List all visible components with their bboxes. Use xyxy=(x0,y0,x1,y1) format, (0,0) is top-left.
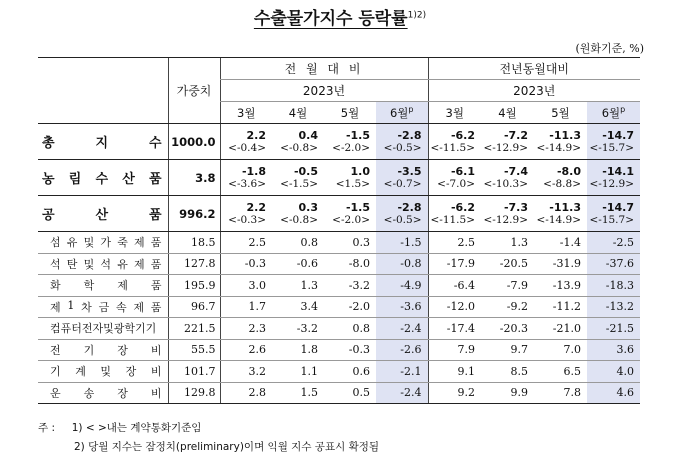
label-char: 석 xyxy=(100,257,112,271)
label-char: 품 xyxy=(150,236,162,250)
yoy-cell: -17.4 xyxy=(428,318,481,340)
contract-value: <-3.6> xyxy=(228,177,266,190)
mom-cell: 0.6 xyxy=(324,361,376,383)
yoy-cell: -12.0 xyxy=(428,296,481,318)
value: -1.5 xyxy=(345,200,370,214)
mom-cell xyxy=(272,124,324,160)
yoy-cell xyxy=(534,124,587,160)
yoy-cell xyxy=(481,124,534,160)
mom-cell xyxy=(324,124,376,160)
contract-value: <-8.8> xyxy=(543,177,581,190)
row-label-text xyxy=(50,385,162,401)
yoy-cell: 9.2 xyxy=(428,382,481,404)
unit-label: (원화기준, %) xyxy=(575,42,644,55)
prelim-mark: p xyxy=(620,104,626,114)
label-char: 화 xyxy=(50,279,61,293)
value: -11.3 xyxy=(549,128,581,142)
main-row xyxy=(38,160,640,196)
label-char: 전 xyxy=(50,343,61,357)
weight-cell: 127.8 xyxy=(168,253,220,275)
contract-value: <-2.0> xyxy=(332,141,370,154)
yoy-cell: 2.5 xyxy=(428,232,481,254)
main-row xyxy=(38,196,640,232)
value: -6.1 xyxy=(450,164,475,178)
corner-cell xyxy=(38,58,168,124)
mom-cell: 2.5 xyxy=(220,232,272,254)
mom-month-3: 5월 xyxy=(324,102,376,124)
mom-cell: 0.5 xyxy=(324,382,376,404)
value: -1.5 xyxy=(345,128,370,142)
mom-cell: -3.2 xyxy=(272,318,324,340)
footnotes xyxy=(38,419,379,457)
mom-cell: -0.3 xyxy=(220,253,272,275)
row-label xyxy=(38,275,168,297)
row-label-text xyxy=(50,277,162,293)
label-char: 품 xyxy=(148,208,162,223)
label-char: 기 xyxy=(83,343,95,357)
row-label-text xyxy=(38,168,168,187)
label-char: 및 xyxy=(83,257,95,271)
yoy-cell: 7.0 xyxy=(534,339,587,361)
weight-cell: 96.7 xyxy=(168,296,220,318)
yoy-month-3: 5월 xyxy=(534,102,587,124)
label-char: 탄 xyxy=(66,257,78,271)
value: -2.8 xyxy=(397,200,422,214)
contract-value: <-0.5> xyxy=(383,213,422,226)
mom-month-2: 4월 xyxy=(272,102,324,124)
label-char: 산 xyxy=(95,208,109,223)
label-char: 제 xyxy=(133,300,145,314)
sub-row xyxy=(38,296,640,318)
yoy-month-1: 3월 xyxy=(428,102,481,124)
yoy-cell xyxy=(481,160,534,196)
mom-cell xyxy=(272,160,324,196)
yoy-cell: -18.3 xyxy=(587,275,640,297)
value: 0.4 xyxy=(298,128,318,142)
yoy-cell: -20.5 xyxy=(481,253,534,275)
mom-cell: 2.6 xyxy=(220,339,272,361)
yoy-cell: 8.5 xyxy=(481,361,534,383)
row-label-text xyxy=(50,342,162,358)
label-char: 죽 xyxy=(117,236,128,250)
sub-row xyxy=(38,361,640,383)
main-row xyxy=(38,124,640,160)
label-char: 가 xyxy=(100,236,112,250)
value: -7.3 xyxy=(503,200,528,214)
label-char: 학 xyxy=(83,279,95,293)
mom-year: 2023년 xyxy=(220,80,428,102)
label-char: 품 xyxy=(150,257,162,271)
yoy-cell: 9.9 xyxy=(481,382,534,404)
label-char: 차 xyxy=(81,300,92,314)
value: -11.3 xyxy=(549,200,581,214)
weight-cell: 129.8 xyxy=(168,382,220,404)
mom-cell: -1.5 xyxy=(376,232,428,254)
mom-cell xyxy=(376,196,428,232)
label-char: 유 xyxy=(66,236,78,250)
mom-cell: -0.3 xyxy=(324,339,376,361)
row-label-text xyxy=(38,132,168,151)
yoy-cell: 3.6 xyxy=(587,339,640,361)
weight-header: 가중치 xyxy=(168,58,220,124)
row-label xyxy=(38,296,168,318)
contract-value: <-2.0> xyxy=(332,213,370,226)
weight-cell: 18.5 xyxy=(168,232,220,254)
label-char: 컴퓨터전자및광학기기 xyxy=(50,322,157,336)
yoy-cell: -13.2 xyxy=(587,296,640,318)
value: -14.7 xyxy=(602,200,634,214)
mom-cell: -3.6 xyxy=(376,296,428,318)
label-char: 공 xyxy=(42,208,55,223)
contract-value: <-11.5> xyxy=(430,213,475,226)
mom-cell: 1.1 xyxy=(272,361,324,383)
value: -14.1 xyxy=(602,164,634,178)
yoy-year: 2023년 xyxy=(428,80,640,102)
contract-value: <-15.7> xyxy=(589,141,634,154)
label-char: 제 xyxy=(117,279,128,293)
yoy-cell: 7.8 xyxy=(534,382,587,404)
value: -1.8 xyxy=(241,164,266,178)
yoy-cell: -9.2 xyxy=(481,296,534,318)
yoy-cell: 4.6 xyxy=(587,382,640,404)
mom-cell xyxy=(376,124,428,160)
yoy-cell: -11.2 xyxy=(534,296,587,318)
mom-cell: 3.0 xyxy=(220,275,272,297)
row-label xyxy=(38,361,168,383)
mom-cell xyxy=(324,160,376,196)
export-price-table xyxy=(38,57,640,404)
value: -3.5 xyxy=(397,164,422,178)
weight-cell: 195.9 xyxy=(168,275,220,297)
label-char: 및 xyxy=(83,236,95,250)
yoy-cell xyxy=(587,124,640,160)
contract-value: <1.5> xyxy=(335,177,370,190)
yoy-cell: -2.5 xyxy=(587,232,640,254)
contract-value: <-0.7> xyxy=(383,177,422,190)
mom-header: 전 월 대 비 xyxy=(220,58,428,80)
contract-value: <-0.3> xyxy=(228,213,266,226)
value: -2.8 xyxy=(397,128,422,142)
label-char: 품 xyxy=(150,279,162,293)
sub-row xyxy=(38,253,640,275)
mom-cell: 2.3 xyxy=(220,318,272,340)
yoy-cell: -17.9 xyxy=(428,253,481,275)
yoy-cell xyxy=(587,160,640,196)
label-char: 기 xyxy=(50,365,61,379)
weight-cell: 221.5 xyxy=(168,318,220,340)
label-char: 및 xyxy=(100,365,112,379)
sub-row xyxy=(38,339,640,361)
row-label-text xyxy=(50,256,162,272)
label-char: 비 xyxy=(150,343,162,357)
yoy-cell: -7.9 xyxy=(481,275,534,297)
mom-month-1: 3월 xyxy=(220,102,272,124)
label-char: 장 xyxy=(117,386,128,400)
yoy-cell: -31.9 xyxy=(534,253,587,275)
row-label xyxy=(38,339,168,361)
mom-cell: 1.7 xyxy=(220,296,272,318)
value: 1.0 xyxy=(350,164,370,178)
yoy-cell: -37.6 xyxy=(587,253,640,275)
mom-cell: 1.3 xyxy=(272,275,324,297)
label-char: 금 xyxy=(98,300,110,314)
label-char: 제 xyxy=(50,300,61,314)
row-label-text xyxy=(50,320,162,336)
label-char: 계 xyxy=(75,365,86,379)
weight-cell: 55.5 xyxy=(168,339,220,361)
mom-cell: 1.5 xyxy=(272,382,324,404)
label-char: 비 xyxy=(150,365,162,379)
label-char: 림 xyxy=(68,172,82,187)
yoy-cell xyxy=(428,160,481,196)
label-char: 유 xyxy=(117,257,128,271)
row-label xyxy=(38,232,168,254)
mom-cell: -0.6 xyxy=(272,253,324,275)
footnote-2: 2) 당월 지수는 잠정치(preliminary)이며 익월 지수 공표시 확정됨 xyxy=(74,441,380,453)
yoy-cell xyxy=(534,160,587,196)
yoy-cell xyxy=(428,124,481,160)
mom-cell: 1.8 xyxy=(272,339,324,361)
value: -0.5 xyxy=(293,164,318,178)
contract-value: <-12.9> xyxy=(589,177,634,190)
contract-value: <-12.9> xyxy=(483,213,528,226)
contract-value: <-10.3> xyxy=(483,177,528,190)
mom-cell: -3.2 xyxy=(324,275,376,297)
contract-value: <-0.8> xyxy=(280,141,318,154)
row-label-text xyxy=(50,234,162,250)
label-char: 수 xyxy=(95,172,109,187)
mom-cell xyxy=(220,196,272,232)
mom-cell: -2.0 xyxy=(324,296,376,318)
yoy-cell: -20.3 xyxy=(481,318,534,340)
sub-row xyxy=(38,232,640,254)
yoy-cell: -21.5 xyxy=(587,318,640,340)
contract-value: <-0.4> xyxy=(228,141,266,154)
value: 0.3 xyxy=(298,200,318,214)
yoy-cell xyxy=(534,196,587,232)
label-char: 제 xyxy=(133,257,145,271)
mom-cell: -0.8 xyxy=(376,253,428,275)
contract-value: <-11.5> xyxy=(430,141,475,154)
yoy-cell: -21.0 xyxy=(534,318,587,340)
label-char: 장 xyxy=(125,365,137,379)
contract-value: <-1.5> xyxy=(280,177,318,190)
yoy-cell xyxy=(481,196,534,232)
weight-cell: 3.8 xyxy=(168,160,220,196)
label-char: 송 xyxy=(83,386,95,400)
yoy-cell xyxy=(428,196,481,232)
label-char: 지 xyxy=(95,136,109,151)
sub-row xyxy=(38,318,640,340)
value: -8.0 xyxy=(556,164,581,178)
mom-cell: -2.1 xyxy=(376,361,428,383)
mom-cell xyxy=(376,160,428,196)
mom-cell xyxy=(272,196,324,232)
yoy-header: 전년동월대비 xyxy=(428,58,640,80)
row-label xyxy=(38,196,168,232)
label-char: 비 xyxy=(150,386,162,400)
yoy-month-4: 6월$^p$ xyxy=(587,102,640,124)
prelim-mark: p xyxy=(408,104,414,114)
label-char: 1 xyxy=(67,298,75,312)
row-label-text xyxy=(38,204,168,223)
mom-cell: 2.8 xyxy=(220,382,272,404)
value: -6.2 xyxy=(450,128,475,142)
label-char: 수 xyxy=(148,136,162,151)
label-char: 농 xyxy=(42,172,55,187)
mom-month-4: 6월$^p$ xyxy=(376,102,428,124)
weight-cell: 996.2 xyxy=(168,196,220,232)
label-char: 석 xyxy=(50,257,61,271)
yoy-cell: 9.7 xyxy=(481,339,534,361)
yoy-cell: 1.3 xyxy=(481,232,534,254)
row-label xyxy=(38,253,168,275)
value: -6.2 xyxy=(450,200,475,214)
mom-cell xyxy=(324,196,376,232)
sub-row xyxy=(38,382,640,404)
footnote-1: 주 : 1) < >내는 계약통화기준임 xyxy=(38,422,202,434)
row-label-text xyxy=(50,299,162,315)
value: -14.7 xyxy=(602,128,634,142)
row-label xyxy=(38,382,168,404)
value: -7.2 xyxy=(503,128,528,142)
mom-cell: 3.2 xyxy=(220,361,272,383)
title-text: 수출물가지수 등락률 xyxy=(253,9,408,29)
row-label xyxy=(38,318,168,340)
label-char: 총 xyxy=(42,136,55,151)
label-char: 섬 xyxy=(50,236,61,250)
title-footnote-ref: 1)2) xyxy=(407,10,427,21)
sub-row xyxy=(38,275,640,297)
row-label xyxy=(38,124,168,160)
label-char: 품 xyxy=(150,300,162,314)
label-char: 품 xyxy=(148,172,162,187)
contract-value: <-15.7> xyxy=(589,213,634,226)
mom-cell: 0.3 xyxy=(324,232,376,254)
contract-value: <-7.0> xyxy=(437,177,475,190)
mom-cell: -2.4 xyxy=(376,382,428,404)
mom-cell xyxy=(220,160,272,196)
label-char: 산 xyxy=(122,172,135,187)
yoy-cell: -13.9 xyxy=(534,275,587,297)
yoy-month-2: 4월 xyxy=(481,102,534,124)
mom-cell xyxy=(220,124,272,160)
label-char: 속 xyxy=(115,300,127,314)
yoy-cell xyxy=(587,196,640,232)
contract-value: <-14.9> xyxy=(536,213,581,226)
row-label-text xyxy=(50,363,162,379)
value: 2.2 xyxy=(246,128,266,142)
weight-cell: 1000.0 xyxy=(168,124,220,160)
mom-cell: -2.4 xyxy=(376,318,428,340)
contract-value: <-0.5> xyxy=(383,141,422,154)
yoy-cell: 7.9 xyxy=(428,339,481,361)
contract-value: <-12.9> xyxy=(483,141,528,154)
table-title xyxy=(0,4,680,29)
yoy-cell: -6.4 xyxy=(428,275,481,297)
weight-cell: 101.7 xyxy=(168,361,220,383)
value: 2.2 xyxy=(246,200,266,214)
contract-value: <-0.8> xyxy=(280,213,318,226)
label-char: 장 xyxy=(117,343,128,357)
mom-cell: 0.8 xyxy=(272,232,324,254)
mom-cell: 3.4 xyxy=(272,296,324,318)
label-char: 운 xyxy=(50,386,61,400)
mom-cell: -2.6 xyxy=(376,339,428,361)
yoy-cell: -1.4 xyxy=(534,232,587,254)
value: -7.4 xyxy=(503,164,528,178)
yoy-cell: 9.1 xyxy=(428,361,481,383)
label-char: 제 xyxy=(133,236,145,250)
mom-cell: -8.0 xyxy=(324,253,376,275)
contract-value: <-14.9> xyxy=(536,141,581,154)
yoy-cell: 4.0 xyxy=(587,361,640,383)
row-label xyxy=(38,160,168,196)
mom-cell: -4.9 xyxy=(376,275,428,297)
mom-cell: 0.8 xyxy=(324,318,376,340)
yoy-cell: 6.5 xyxy=(534,361,587,383)
